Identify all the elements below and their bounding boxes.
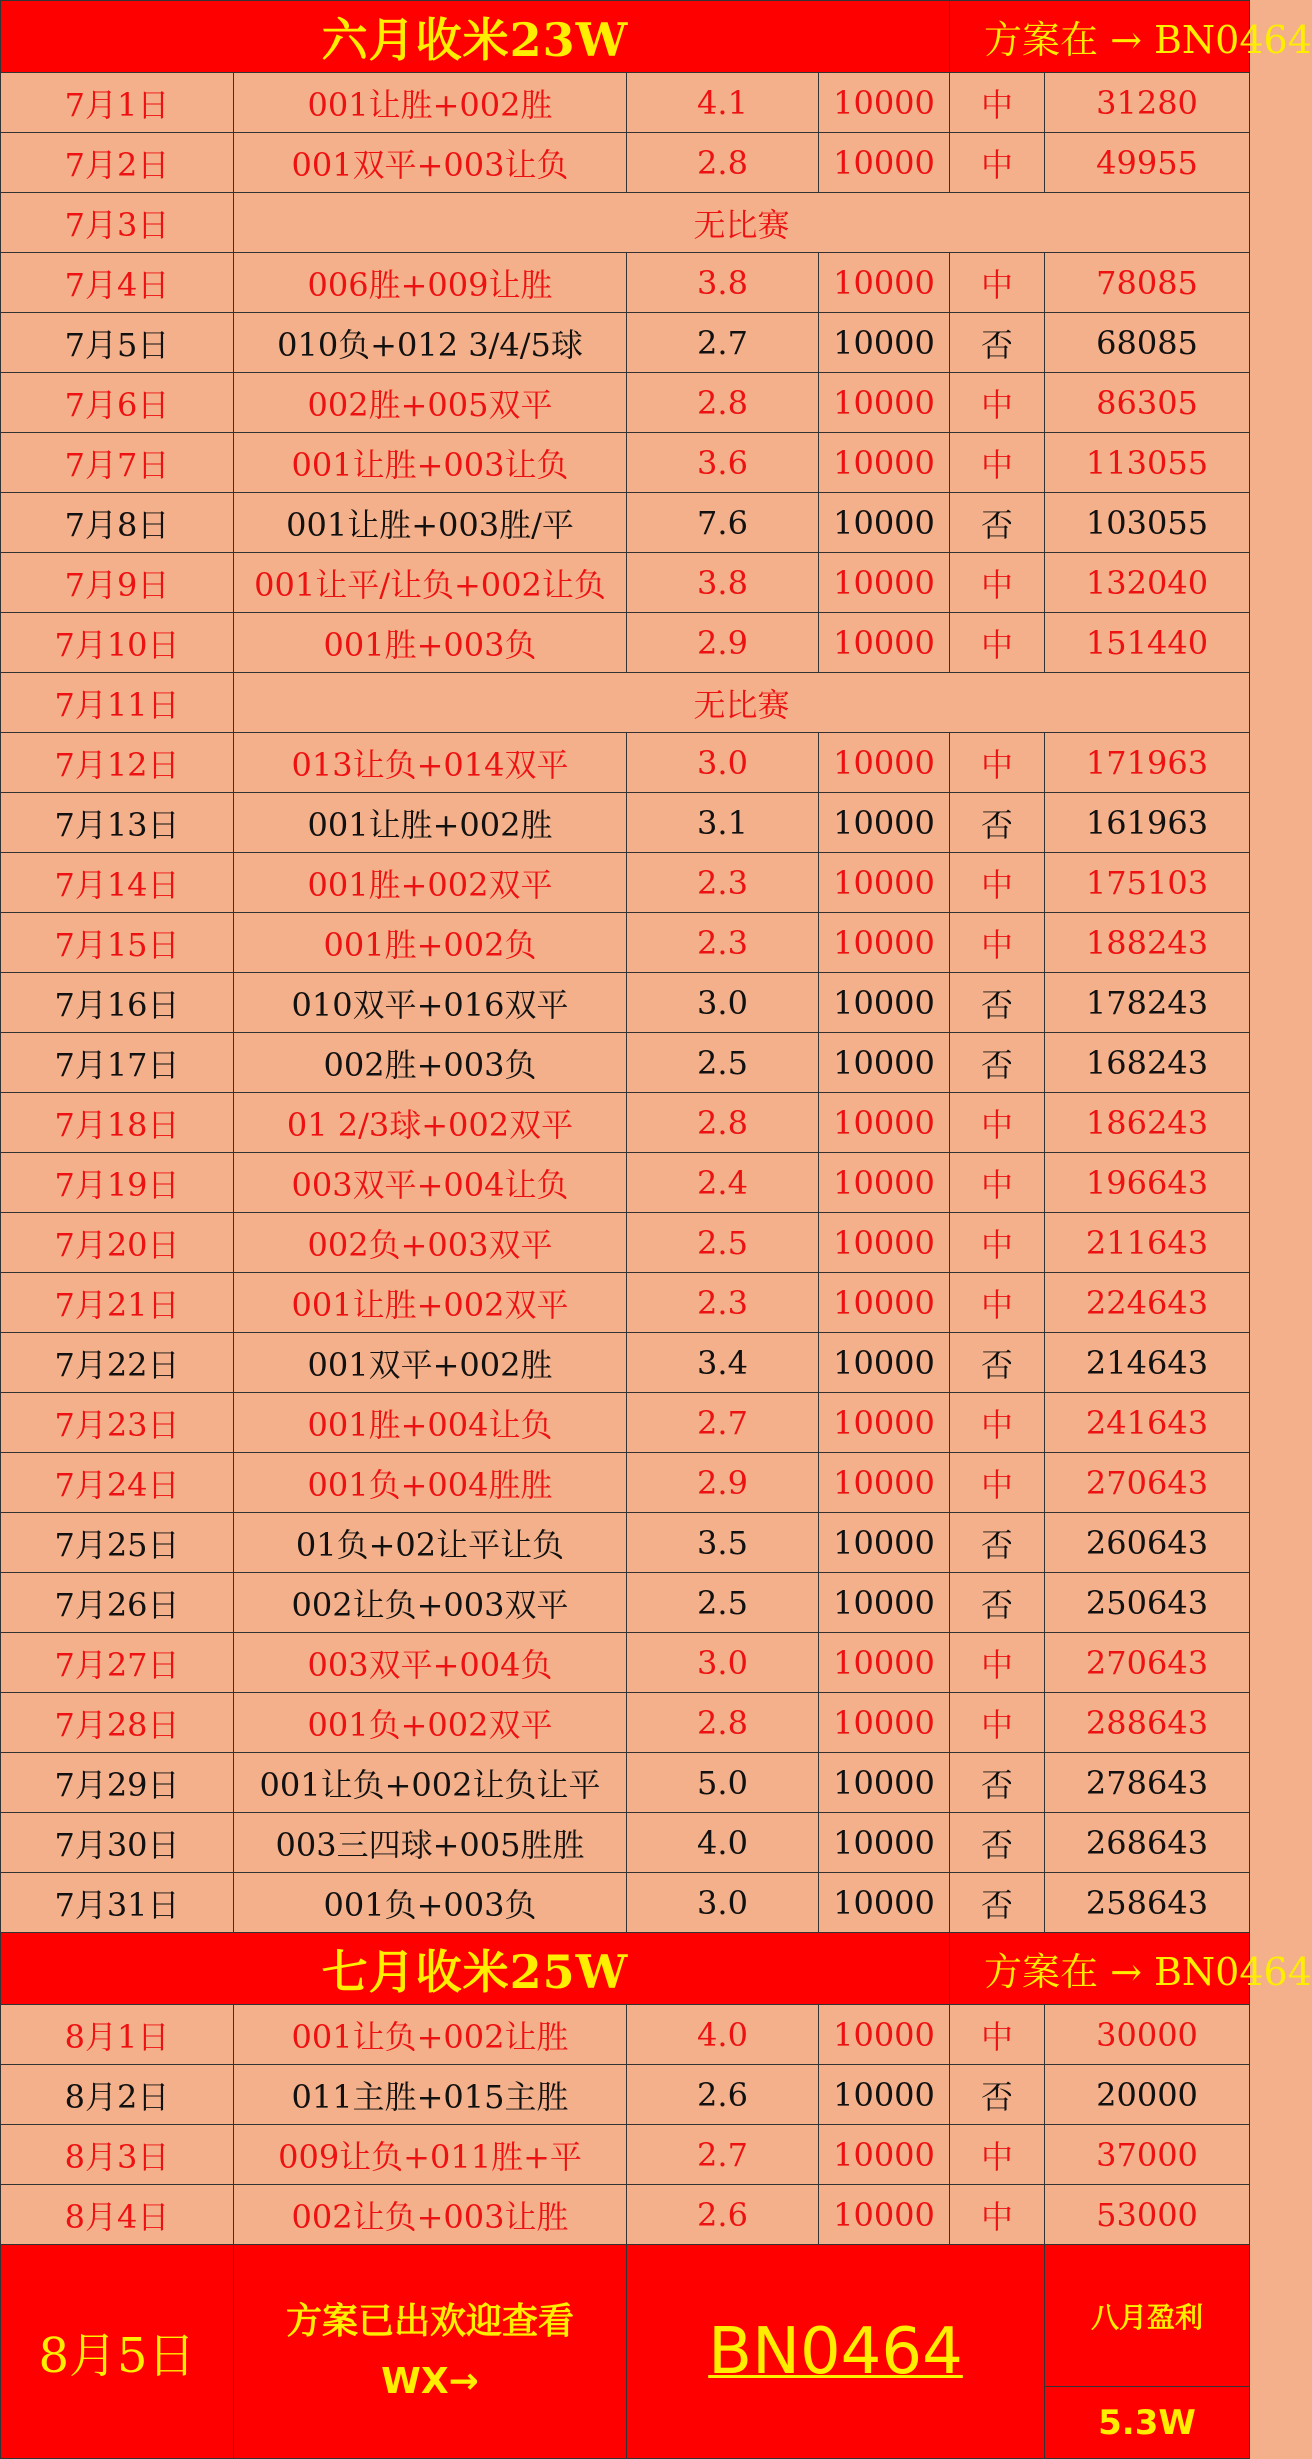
table-row: [1, 673, 1250, 733]
row-odds: 7.6: [627, 493, 819, 553]
row-balance: 103055: [1045, 493, 1250, 553]
table-row: [1, 1453, 1250, 1513]
row-date: 7月25日: [1, 1513, 234, 1573]
table-row: [1, 2185, 1250, 2245]
row-stake: 10000: [819, 793, 950, 853]
row-balance: 211643: [1045, 1213, 1250, 1273]
row-odds: 3.0: [627, 1873, 819, 1933]
row-bet: 003双平+004负: [234, 1633, 627, 1693]
table-row: [1, 373, 1250, 433]
table-row: [1, 2065, 1250, 2125]
july-plan-note: 方案在 → BN0464: [950, 1933, 1250, 2005]
row-balance: 171963: [1045, 733, 1250, 793]
row-bet: 001让负+002让胜: [234, 2005, 627, 2065]
row-result: 中: [950, 1453, 1045, 1513]
row-date: 7月8日: [1, 493, 234, 553]
row-balance: 260643: [1045, 1513, 1250, 1573]
row-result: 否: [950, 313, 1045, 373]
row-balance: 186243: [1045, 1093, 1250, 1153]
row-stake: 10000: [819, 1513, 950, 1573]
row-stake: 10000: [819, 1033, 950, 1093]
row-date: 7月10日: [1, 613, 234, 673]
july-title: 七月收米25W: [1, 1933, 950, 2005]
row-stake: 10000: [819, 133, 950, 193]
row-balance: 68085: [1045, 313, 1250, 373]
table-row: [1, 2125, 1250, 2185]
row-result: 否: [950, 1033, 1045, 1093]
table-row: [1, 553, 1250, 613]
row-date: 7月21日: [1, 1273, 234, 1333]
row-balance: 175103: [1045, 853, 1250, 913]
row-odds: 2.3: [627, 853, 819, 913]
row-odds: 3.8: [627, 553, 819, 613]
row-date: 7月23日: [1, 1393, 234, 1453]
row-result: 中: [950, 1693, 1045, 1753]
row-result: 中: [950, 1633, 1045, 1693]
row-odds: 2.8: [627, 373, 819, 433]
row-bet: 003三四球+005胜胜: [234, 1813, 627, 1873]
row-result: 中: [950, 73, 1045, 133]
row-odds: 2.5: [627, 1033, 819, 1093]
row-odds: 2.4: [627, 1153, 819, 1213]
row-bet: 001负+004胜胜: [234, 1453, 627, 1513]
row-stake: 10000: [819, 1873, 950, 1933]
row-date: 7月17日: [1, 1033, 234, 1093]
row-result: 否: [950, 2065, 1045, 2125]
row-odds: 5.0: [627, 1753, 819, 1813]
row-date: 7月15日: [1, 913, 234, 973]
row-date: 8月4日: [1, 2185, 234, 2245]
row-stake: 10000: [819, 373, 950, 433]
table-row: [1, 1633, 1250, 1693]
june-header-row: [1, 1, 1250, 73]
row-stake: 10000: [819, 1393, 950, 1453]
row-date: 7月30日: [1, 1813, 234, 1873]
row-date: 7月31日: [1, 1873, 234, 1933]
footer-message-line2: WX→: [381, 2360, 479, 2402]
july-rows: [1, 73, 1250, 1933]
footer-summary-value: 5.3W: [1045, 2387, 1250, 2459]
row-stake: 10000: [819, 1333, 950, 1393]
row-bet: 010双平+016双平: [234, 973, 627, 1033]
row-stake: 10000: [819, 253, 950, 313]
table-row: [1, 1813, 1250, 1873]
row-balance: 37000: [1045, 2125, 1250, 2185]
row-bet: 001胜+004让负: [234, 1393, 627, 1453]
row-balance: 49955: [1045, 133, 1250, 193]
row-balance: 196643: [1045, 1153, 1250, 1213]
row-stake: 10000: [819, 1573, 950, 1633]
row-date: 8月3日: [1, 2125, 234, 2185]
row-stake: 10000: [819, 1453, 950, 1513]
table-row: [1, 1213, 1250, 1273]
row-stake: 10000: [819, 853, 950, 913]
row-balance: 214643: [1045, 1333, 1250, 1393]
row-odds: 2.9: [627, 1453, 819, 1513]
row-bet: 003双平+004让负: [234, 1153, 627, 1213]
row-bet: 001双平+002胜: [234, 1333, 627, 1393]
row-date: 7月13日: [1, 793, 234, 853]
row-balance: 241643: [1045, 1393, 1250, 1453]
row-bet: 001让平/让负+002让负: [234, 553, 627, 613]
row-bet: 001负+003负: [234, 1873, 627, 1933]
june-plan-note: 方案在 → BN0464: [950, 1, 1250, 73]
row-stake: 10000: [819, 313, 950, 373]
footer-row: [1, 2245, 1250, 2387]
row-date: 8月1日: [1, 2005, 234, 2065]
row-date: 7月2日: [1, 133, 234, 193]
row-stake: 10000: [819, 913, 950, 973]
row-balance: 270643: [1045, 1633, 1250, 1693]
row-result: 中: [950, 373, 1045, 433]
row-date: 7月7日: [1, 433, 234, 493]
table-row: [1, 613, 1250, 673]
table-row: [1, 133, 1250, 193]
row-bet: 001胜+002负: [234, 913, 627, 973]
row-bet: 001让胜+003胜/平: [234, 493, 627, 553]
row-result: 中: [950, 253, 1045, 313]
footer-message: [234, 2245, 627, 2459]
table-row: [1, 73, 1250, 133]
row-bet: 001让负+002让负让平: [234, 1753, 627, 1813]
row-bet: 002负+003双平: [234, 1213, 627, 1273]
row-stake: 10000: [819, 1753, 950, 1813]
row-odds: 3.0: [627, 1633, 819, 1693]
row-bet: 002胜+005双平: [234, 373, 627, 433]
row-balance: 113055: [1045, 433, 1250, 493]
row-stake: 10000: [819, 73, 950, 133]
row-stake: 10000: [819, 1213, 950, 1273]
row-balance: 86305: [1045, 373, 1250, 433]
table-row: [1, 2005, 1250, 2065]
row-bet: 013让负+014双平: [234, 733, 627, 793]
footer-summary-label: 八月盈利: [1045, 2245, 1250, 2387]
row-bet: 002让负+003让胜: [234, 2185, 627, 2245]
row-result: 中: [950, 1213, 1045, 1273]
row-result: 否: [950, 1573, 1045, 1633]
row-stake: 10000: [819, 1273, 950, 1333]
table-row: [1, 973, 1250, 1033]
row-balance: 268643: [1045, 1813, 1250, 1873]
row-odds: 2.3: [627, 913, 819, 973]
row-stake: 10000: [819, 553, 950, 613]
row-stake: 10000: [819, 433, 950, 493]
table-row: [1, 913, 1250, 973]
row-result: 否: [950, 973, 1045, 1033]
row-balance: 151440: [1045, 613, 1250, 673]
row-bet: 01负+02让平让负: [234, 1513, 627, 1573]
row-result: 中: [950, 553, 1045, 613]
table-row: [1, 793, 1250, 853]
row-result: 否: [950, 1873, 1045, 1933]
row-result: 中: [950, 1393, 1045, 1453]
row-result: 中: [950, 1093, 1045, 1153]
row-stake: 10000: [819, 973, 950, 1033]
row-stake: 10000: [819, 493, 950, 553]
row-odds: 2.9: [627, 613, 819, 673]
row-date: 7月1日: [1, 73, 234, 133]
row-result: 中: [950, 1153, 1045, 1213]
row-balance: 53000: [1045, 2185, 1250, 2245]
footer-date: 8月5日: [1, 2245, 234, 2459]
table-row: [1, 433, 1250, 493]
row-balance: 31280: [1045, 73, 1250, 133]
table-row: [1, 1273, 1250, 1333]
row-stake: 10000: [819, 2185, 950, 2245]
table-row: [1, 1873, 1250, 1933]
row-date: 7月12日: [1, 733, 234, 793]
row-balance: 30000: [1045, 2005, 1250, 2065]
table-row: [1, 1693, 1250, 1753]
row-odds: 3.0: [627, 733, 819, 793]
row-result: 中: [950, 2185, 1045, 2245]
table-row: [1, 1333, 1250, 1393]
june-title: 六月收米23W: [1, 1, 950, 73]
row-date: 7月28日: [1, 1693, 234, 1753]
table-row: [1, 193, 1250, 253]
row-balance: 78085: [1045, 253, 1250, 313]
row-bet: 001胜+002双平: [234, 853, 627, 913]
row-stake: 10000: [819, 2065, 950, 2125]
row-balance: 132040: [1045, 553, 1250, 613]
table-row: [1, 1093, 1250, 1153]
row-result: 否: [950, 493, 1045, 553]
row-stake: 10000: [819, 1633, 950, 1693]
row-stake: 10000: [819, 1813, 950, 1873]
row-odds: 2.7: [627, 1393, 819, 1453]
row-bet: 001负+002双平: [234, 1693, 627, 1753]
row-bet: 001让胜+002双平: [234, 1273, 627, 1333]
row-odds: 2.7: [627, 313, 819, 373]
row-date: 7月27日: [1, 1633, 234, 1693]
footer-message-line1: 方案已出欢迎查看: [285, 2300, 574, 2342]
row-balance: 178243: [1045, 973, 1250, 1033]
row-result: 中: [950, 913, 1045, 973]
row-date: 7月19日: [1, 1153, 234, 1213]
row-date: 7月3日: [1, 193, 234, 253]
row-date: 7月5日: [1, 313, 234, 373]
table-row: [1, 493, 1250, 553]
table-row: [1, 1033, 1250, 1093]
row-result: 中: [950, 2005, 1045, 2065]
row-date: 7月18日: [1, 1093, 234, 1153]
row-date: 7月20日: [1, 1213, 234, 1273]
row-odds: 3.5: [627, 1513, 819, 1573]
row-date: 7月11日: [1, 673, 234, 733]
row-balance: 20000: [1045, 2065, 1250, 2125]
row-bet: 006胜+009让胜: [234, 253, 627, 313]
row-stake: 10000: [819, 613, 950, 673]
row-odds: 2.8: [627, 133, 819, 193]
row-odds: 2.3: [627, 1273, 819, 1333]
row-balance: 188243: [1045, 913, 1250, 973]
row-result: 否: [950, 1813, 1045, 1873]
row-result: 否: [950, 1513, 1045, 1573]
row-bet: 002胜+003负: [234, 1033, 627, 1093]
table-row: [1, 253, 1250, 313]
row-odds: 2.6: [627, 2185, 819, 2245]
footer-code-link[interactable]: BN0464: [708, 2314, 963, 2389]
table-row: [1, 1573, 1250, 1633]
row-odds: 2.8: [627, 1693, 819, 1753]
row-bet: 001让胜+002胜: [234, 793, 627, 853]
row-date: 7月29日: [1, 1753, 234, 1813]
row-odds: 2.8: [627, 1093, 819, 1153]
row-balance: 288643: [1045, 1693, 1250, 1753]
row-date: 7月14日: [1, 853, 234, 913]
row-stake: 10000: [819, 2005, 950, 2065]
row-bet: 001让胜+002胜: [234, 73, 627, 133]
row-result: 中: [950, 1273, 1045, 1333]
row-balance: 258643: [1045, 1873, 1250, 1933]
row-date: 7月24日: [1, 1453, 234, 1513]
row-odds: 4.0: [627, 1813, 819, 1873]
row-bet: 01 2/3球+002双平: [234, 1093, 627, 1153]
row-odds: 3.1: [627, 793, 819, 853]
row-odds: 4.0: [627, 2005, 819, 2065]
row-bet: 001让胜+003让负: [234, 433, 627, 493]
row-date: 7月26日: [1, 1573, 234, 1633]
row-stake: 10000: [819, 733, 950, 793]
row-no-match: 无比赛: [234, 193, 1250, 253]
row-odds: 3.0: [627, 973, 819, 1033]
row-odds: 3.4: [627, 1333, 819, 1393]
footer-code-cell: [627, 2245, 1045, 2459]
july-header-row: [1, 1933, 1250, 2005]
row-result: 否: [950, 793, 1045, 853]
row-odds: 4.1: [627, 73, 819, 133]
table-row: [1, 1513, 1250, 1573]
row-odds: 2.6: [627, 2065, 819, 2125]
august-rows: [1, 2005, 1250, 2245]
row-stake: 10000: [819, 1693, 950, 1753]
table-row: [1, 1393, 1250, 1453]
row-result: 中: [950, 433, 1045, 493]
row-odds: 2.5: [627, 1573, 819, 1633]
row-result: 否: [950, 1333, 1045, 1393]
table-row: [1, 313, 1250, 373]
row-bet: 010负+012 3/4/5球: [234, 313, 627, 373]
row-odds: 3.6: [627, 433, 819, 493]
row-odds: 2.7: [627, 2125, 819, 2185]
row-result: 中: [950, 613, 1045, 673]
row-stake: 10000: [819, 1093, 950, 1153]
row-bet: 001双平+003让负: [234, 133, 627, 193]
row-odds: 3.8: [627, 253, 819, 313]
table-row: [1, 733, 1250, 793]
row-stake: 10000: [819, 2125, 950, 2185]
row-date: 7月9日: [1, 553, 234, 613]
row-date: 7月16日: [1, 973, 234, 1033]
row-bet: 002让负+003双平: [234, 1573, 627, 1633]
table-row: [1, 1153, 1250, 1213]
row-bet: 011主胜+015主胜: [234, 2065, 627, 2125]
row-result: 中: [950, 733, 1045, 793]
row-date: 8月2日: [1, 2065, 234, 2125]
row-balance: 278643: [1045, 1753, 1250, 1813]
row-result: 否: [950, 1753, 1045, 1813]
row-bet: 001胜+003负: [234, 613, 627, 673]
row-balance: 250643: [1045, 1573, 1250, 1633]
row-odds: 2.5: [627, 1213, 819, 1273]
row-balance: 224643: [1045, 1273, 1250, 1333]
table-row: [1, 1753, 1250, 1813]
row-bet: 009让负+011胜+平: [234, 2125, 627, 2185]
row-balance: 270643: [1045, 1453, 1250, 1513]
row-balance: 161963: [1045, 793, 1250, 853]
row-result: 中: [950, 133, 1045, 193]
row-date: 7月22日: [1, 1333, 234, 1393]
table-row: [1, 853, 1250, 913]
row-no-match: 无比赛: [234, 673, 1250, 733]
row-balance: 168243: [1045, 1033, 1250, 1093]
row-date: 7月4日: [1, 253, 234, 313]
row-result: 中: [950, 853, 1045, 913]
row-date: 7月6日: [1, 373, 234, 433]
row-result: 中: [950, 2125, 1045, 2185]
row-stake: 10000: [819, 1153, 950, 1213]
